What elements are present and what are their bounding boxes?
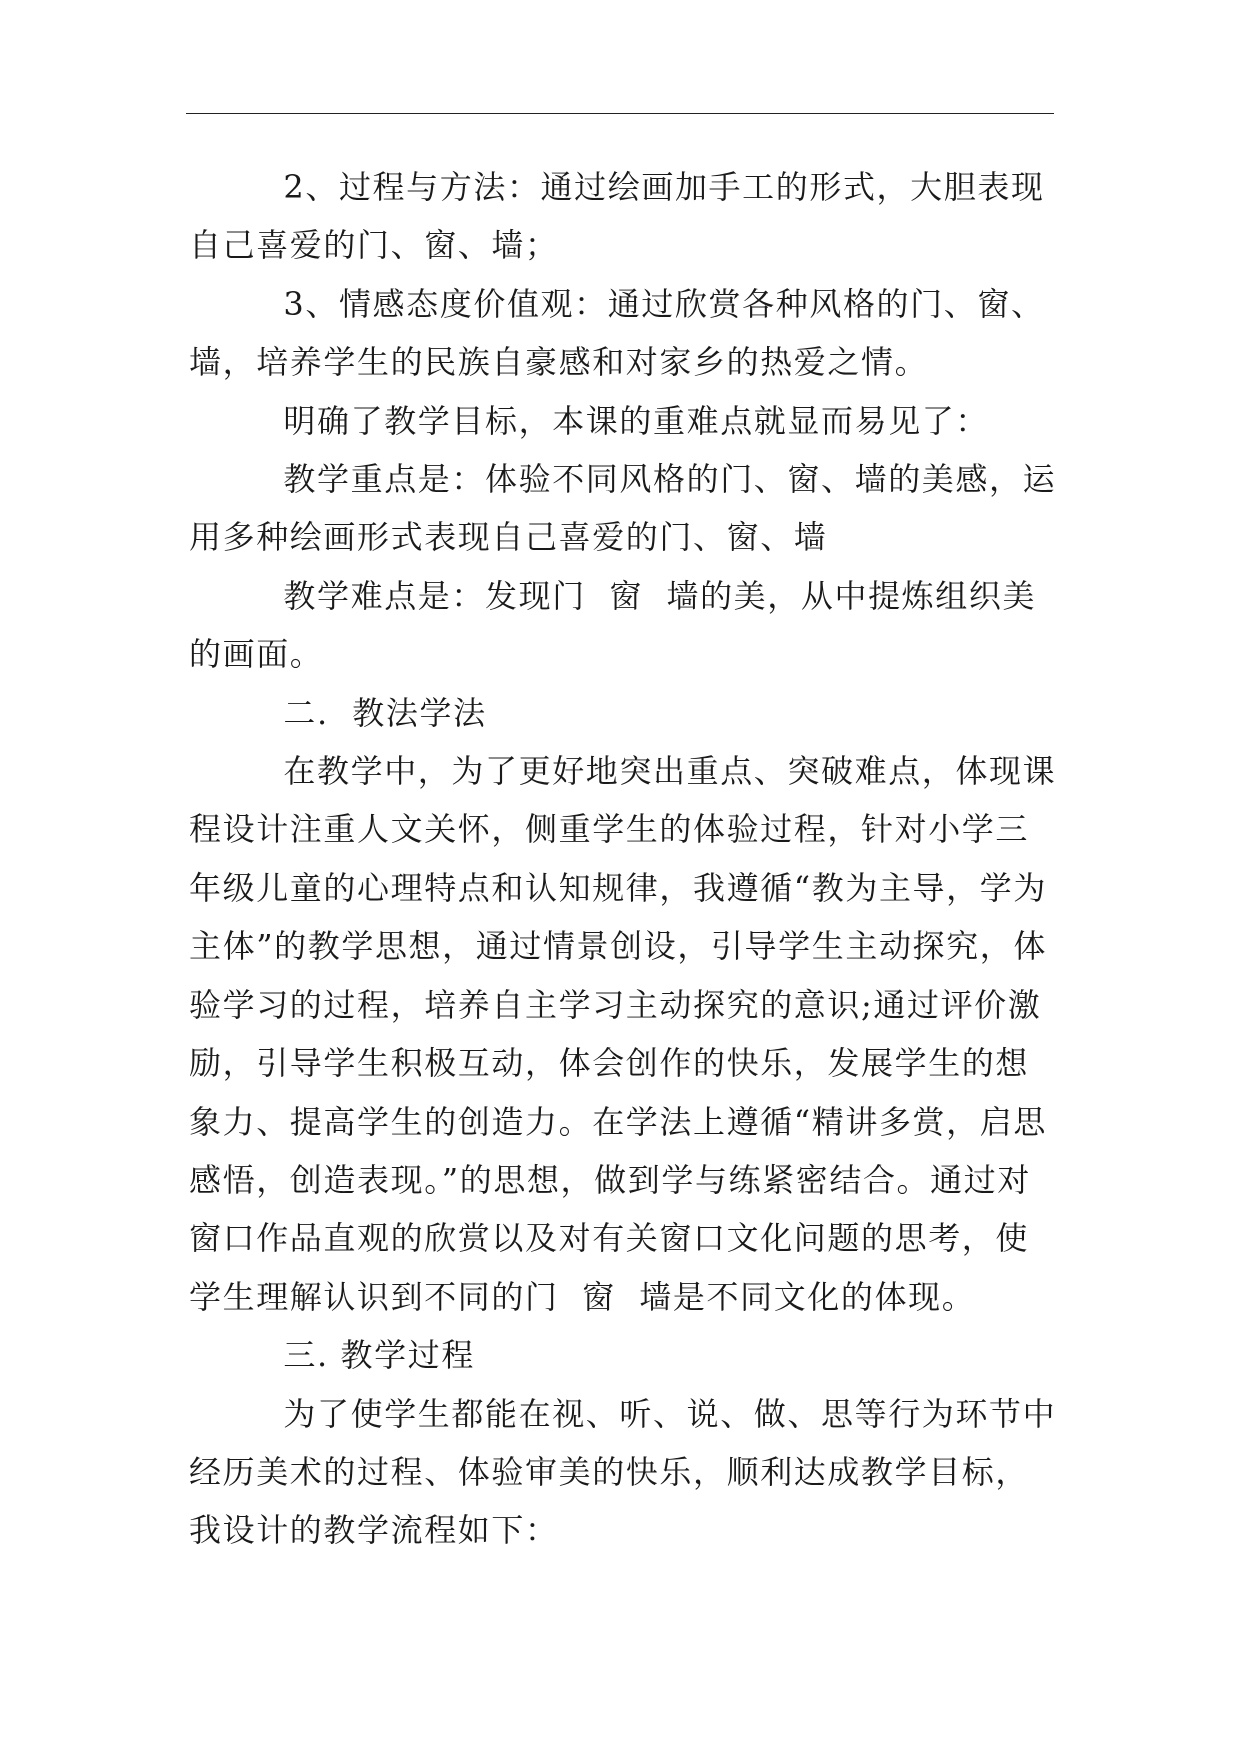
section-heading-methods: 二. 教法学法 <box>283 693 487 732</box>
header-rule <box>186 113 1054 114</box>
paragraph-teaching-focus: 教学重点是：体验不同风格的门、窗、墙的美感，运用多种绘画形式表现自己喜爱的门、窗、墙 <box>189 460 1057 557</box>
paragraph-emotional-values: 3、情感态度价值观：通过欣赏各种风格的门、窗、墙，培养学生的民族自豪感和对家乡的热爱之情。 <box>189 284 1045 382</box>
paragraph-teaching-difficulty: 教学难点是：发现门 窗 墙的美，从中提炼组织美的画面。 <box>189 576 1037 674</box>
paragraph-methods-body: 在教学中，为了更好地突出重点、突破难点，体现课程设计注重人文关怀，侧重学生的体验过程，针对小学三年级儿童的心理特点和认知规律，我遵循“教为主导，学为主体”的教学思想，通过情景创设，引导学生主动探究，体验学习的过程，培养自主学习主动探究的意识;通过评价激励，引导学生积极互动，体会创作的快乐，发展学生的想象力、提高学生的创造力。在学法上遵循“精讲多赏，启思感悟，创造表现。”的思想，做到学与练紧密结合。通过对窗口作品直观的欣赏以及对有关窗口文化问题的思考，使学生理解认识到不同的门 窗 墙是不同文化的体现。 <box>189 752 1057 1316</box>
paragraph-goals-summary: 明确了教学目标，本课的重难点就显而易见了： <box>283 401 989 440</box>
paragraph-process-body: 为了使学生都能在视、听、说、做、思等行为环节中经历美术的过程、体验审美的快乐，顺利达成教学目标，我设计的教学流程如下： <box>189 1394 1057 1550</box>
document-body <box>189 158 1057 1560</box>
section-heading-process: 三. 教学过程 <box>283 1336 475 1375</box>
paragraph-process-methods: 2、过程与方法：通过绘画加手工的形式，大胆表现自己喜爱的门、窗、墙； <box>189 168 1045 265</box>
